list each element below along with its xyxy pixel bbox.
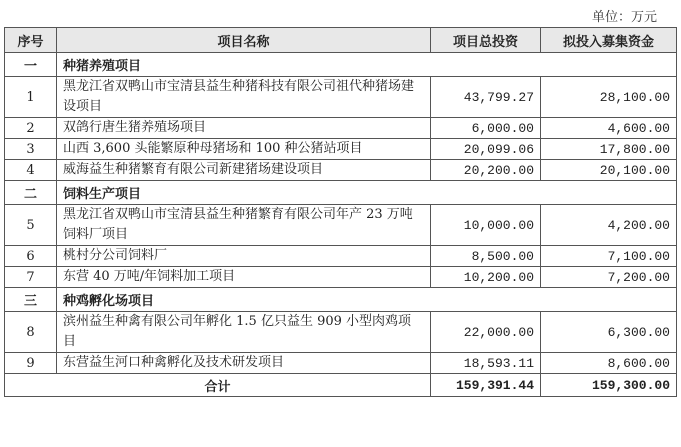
row-invest: 43,799.27 xyxy=(431,77,541,118)
row-name: 山西 3,600 头能繁原种母猪场和 100 种公猪站项目 xyxy=(57,139,431,160)
row-no: 1 xyxy=(5,77,57,118)
row-invest: 20,099.06 xyxy=(431,139,541,160)
row-raise: 7,100.00 xyxy=(541,246,677,267)
row-raise: 8,600.00 xyxy=(541,353,677,374)
row-invest: 10,200.00 xyxy=(431,267,541,288)
row-no: 3 xyxy=(5,139,57,160)
row-no: 7 xyxy=(5,267,57,288)
row-invest: 8,500.00 xyxy=(431,246,541,267)
row-name: 双鸽行唐生猪养殖场项目 xyxy=(57,118,431,139)
row-no: 4 xyxy=(5,160,57,181)
row-name: 威海益生种猪繁育有限公司新建猪场建设项目 xyxy=(57,160,431,181)
total-label: 合计 xyxy=(5,374,431,397)
table-row xyxy=(5,139,677,160)
header-row xyxy=(5,28,677,53)
section-no: 三 xyxy=(5,288,57,312)
row-invest: 18,593.11 xyxy=(431,353,541,374)
row-no: 5 xyxy=(5,205,57,246)
row-invest: 22,000.00 xyxy=(431,312,541,353)
total-raise: 159,300.00 xyxy=(541,374,677,397)
table-row xyxy=(5,77,677,118)
table-row xyxy=(5,118,677,139)
table-row xyxy=(5,353,677,374)
table-row xyxy=(5,246,677,267)
section-title: 种猪养殖项目 xyxy=(57,53,677,77)
header-raised-funds: 拟投入募集资金 xyxy=(541,28,677,53)
row-no: 6 xyxy=(5,246,57,267)
section-row xyxy=(5,181,677,205)
section-title: 饲料生产项目 xyxy=(57,181,677,205)
total-row xyxy=(5,374,677,397)
row-raise: 4,200.00 xyxy=(541,205,677,246)
header-name: 项目名称 xyxy=(57,28,431,53)
row-name: 东营 40 万吨/年饲料加工项目 xyxy=(57,267,431,288)
row-name: 黑龙江省双鸭山市宝清县益生种猪繁育有限公司年产 23 万吨饲料厂项目 xyxy=(57,205,431,246)
table-row xyxy=(5,312,677,353)
row-raise: 28,100.00 xyxy=(541,77,677,118)
table-row xyxy=(5,267,677,288)
header-total-invest: 项目总投资 xyxy=(431,28,541,53)
row-invest: 6,000.00 xyxy=(431,118,541,139)
section-title: 种鸡孵化场项目 xyxy=(57,288,677,312)
unit-label: 单位：万元 xyxy=(591,10,657,25)
row-name: 桃村分公司饲料厂 xyxy=(57,246,431,267)
row-invest: 10,000.00 xyxy=(431,205,541,246)
row-raise: 4,600.00 xyxy=(541,118,677,139)
section-row xyxy=(5,288,677,312)
row-no: 9 xyxy=(5,353,57,374)
row-name: 东营益生河口种禽孵化及技术研发项目 xyxy=(57,353,431,374)
section-row xyxy=(5,53,677,77)
table-row xyxy=(5,160,677,181)
row-no: 2 xyxy=(5,118,57,139)
investment-table xyxy=(4,27,677,397)
row-invest: 20,200.00 xyxy=(431,160,541,181)
total-invest: 159,391.44 xyxy=(431,374,541,397)
section-no: 二 xyxy=(5,181,57,205)
row-name: 黑龙江省双鸭山市宝清县益生种猪科技有限公司祖代种猪场建设项目 xyxy=(57,77,431,118)
table-row xyxy=(5,205,677,246)
header-no: 序号 xyxy=(5,28,57,53)
row-no: 8 xyxy=(5,312,57,353)
row-name: 滨州益生种禽有限公司年孵化 1.5 亿只益生 909 小型肉鸡项目 xyxy=(57,312,431,353)
row-raise: 6,300.00 xyxy=(541,312,677,353)
section-no: 一 xyxy=(5,53,57,77)
row-raise: 20,100.00 xyxy=(541,160,677,181)
row-raise: 17,800.00 xyxy=(541,139,677,160)
row-raise: 7,200.00 xyxy=(541,267,677,288)
